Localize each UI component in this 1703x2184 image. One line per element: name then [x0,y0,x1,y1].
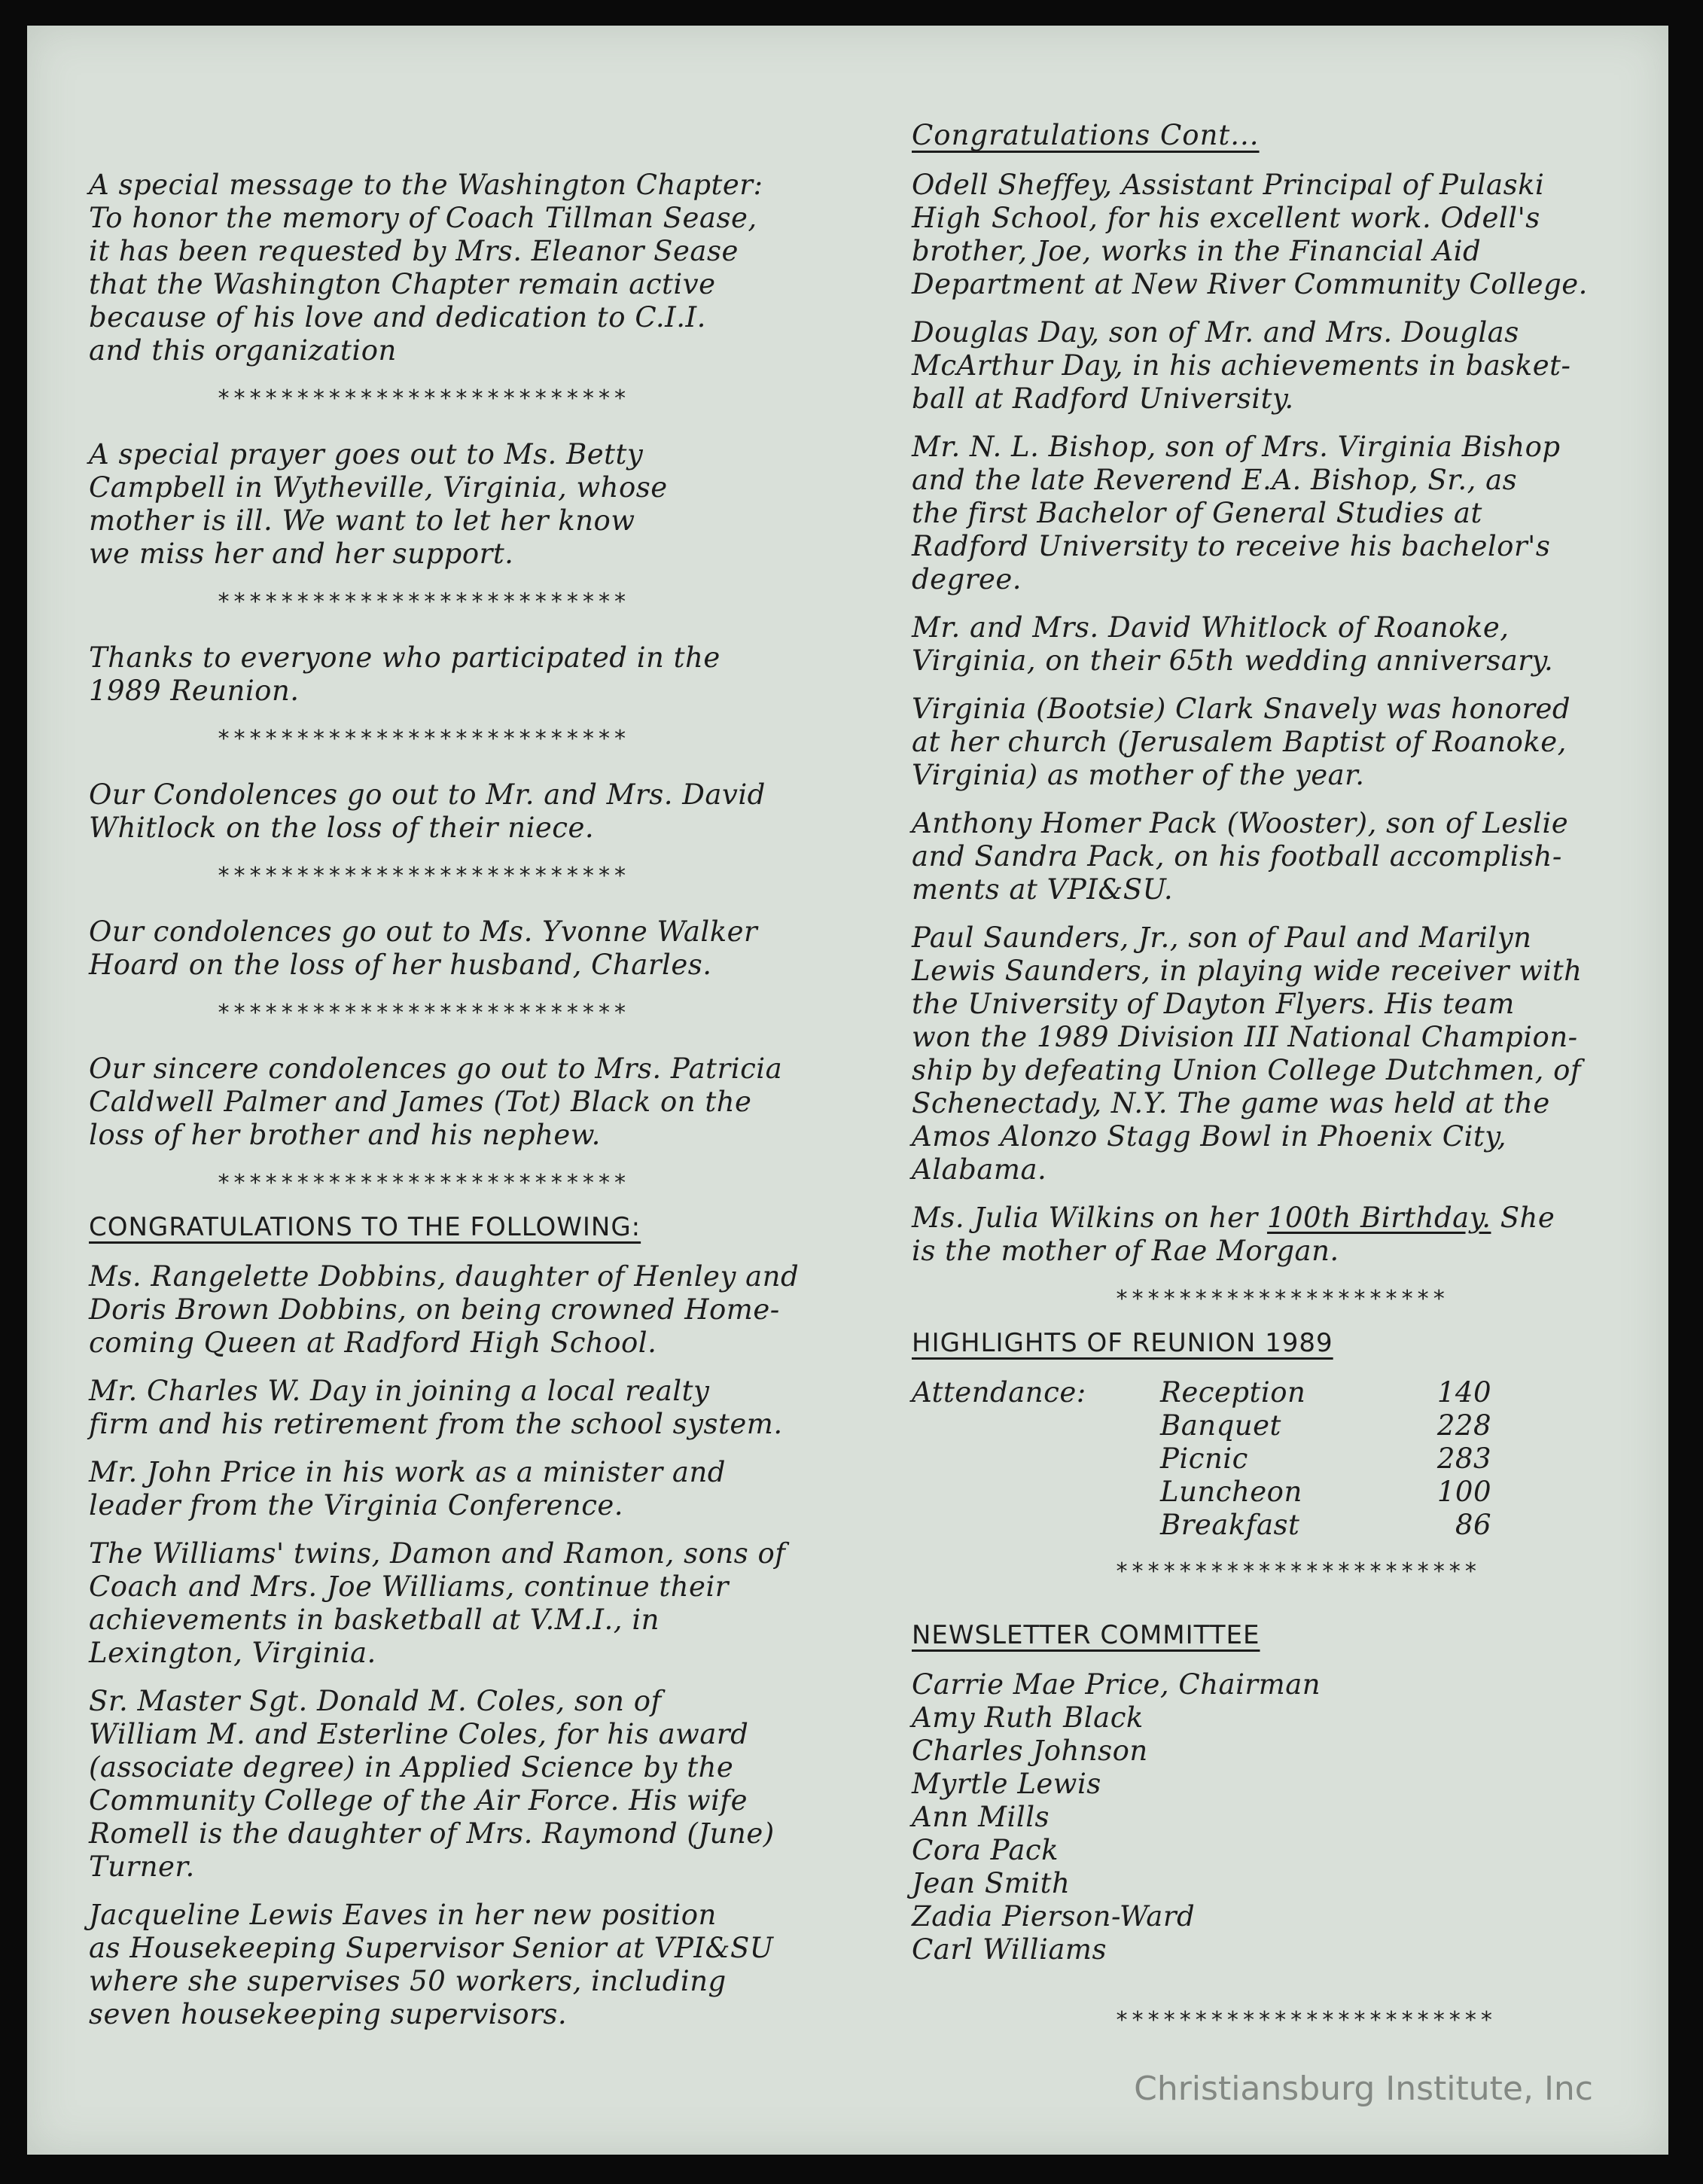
committee-member: Charles Johnson [912,1735,1148,1767]
congrats-snavely: Virginia (Bootsie) Clark Snavely was honored at her church (Jerusalem Baptist of Roanoke, Virginia) as mother of the year. [912,693,1571,791]
congrats-eaves: Jacqueline Lewis Eaves in her new position as Housekeeping Supervisor Senior at VPI&SU where she supervises 50 workers, including seven housekeeping supervisors. [89,1899,774,2030]
attendance-count: 283 [1436,1442,1491,1475]
congrats-wilkins [912,1202,1665,1268]
attendance-event: Picnic [1160,1442,1248,1475]
separator: ************************** [217,1170,629,1196]
attendance-event: Luncheon [1160,1476,1302,1508]
separator: *********************** [1115,1558,1480,1585]
left-column [89,169,891,2046]
separator: ********************* [1115,1286,1449,1312]
attendance-count: 140 [1436,1376,1491,1409]
condolence-whitlock: Our Condolences go out to Mr. and Mrs. David Whitlock on the loss of their niece. [89,778,766,844]
congrats-williams: The Williams' twins, Damon and Ramon, sons of Coach and Mrs. Joe Williams, continue their achievements in basketball at V.M.I., in Lexington, Virginia. [89,1537,786,1669]
wilkins-birthday: 100th Birthday. [1266,1202,1491,1234]
congrats-sheffey: Odell Sheffey, Assistant Principal of Pulaski High School, for his excellent work. Odell's brother, Joe, works in the Financial Aid Department at New River Community College. [912,169,1588,300]
congrats-bishop: Mr. N. L. Bishop, son of Mrs. Virginia Bishop and the late Reverend E.A. Bishop, Sr., as the first Bachelor of General Studies at Radford University to receive his bachelor's degree. [912,431,1561,595]
attendance-label: Attendance: [912,1376,1086,1409]
congrats-price: Mr. John Price in his work as a minister and leader from the Virginia Conference. [89,1456,726,1521]
congrats-dobbins: Ms. Rangelette Dobbins, daughter of Henley and Doris Brown Dobbins, on being crowned Home- coming Queen at Radford High School. [89,1260,800,1359]
committee-list [912,1668,1665,1966]
prayer-message: A special prayer goes out to Ms. Betty Campbell in Wytheville, Virginia, whose mother is ill. We want to let her know we miss her and her support. [89,438,668,570]
committee-member: Amy Ruth Black [912,1701,1144,1734]
highlights-heading: HIGHLIGHTS OF REUNION 1989 [912,1328,1333,1358]
attendance-table [912,1376,1665,1542]
committee-heading: NEWSLETTER COMMITTEE [912,1620,1260,1650]
attendance-count: 228 [1436,1409,1491,1442]
thanks-message: Thanks to everyone who participated in the 1989 Reunion. [89,641,720,707]
separator: ************************** [217,726,629,752]
separator: ************************** [217,1000,629,1026]
committee-member: Myrtle Lewis [912,1768,1101,1800]
separator: ************************** [217,863,629,889]
attendance-event: Reception [1160,1376,1306,1409]
committee-member: Carrie Mae Price, Chairman [912,1668,1321,1701]
right-column [912,114,1665,2037]
congrats-saunders: Paul Saunders, Jr., son of Paul and Marilyn Lewis Saunders, in playing wide receiver with the University of Dayton Flyers. His team won the 1989 Division III National Champion- ship by defeating Union College Dutchmen, of Schenectady, N.Y. The game was held at the Amos Alonzo Stagg Bowl in Phoenix City, Alabama. [912,921,1583,1186]
washington-chapter-message: A special message to the Washington Chapter: To honor the memory of Coach Tillman Sease, it has been requested by Mrs. Eleanor Sease that the Washington Chapter remain active because of his love and dedication to C.I.I. and this organization [89,169,763,367]
committee-member: Cora Pack [912,1834,1059,1866]
attendance-event: Breakfast [1160,1509,1300,1541]
condolence-palmer: Our sincere condolences go out to Mrs. Patricia Caldwell Palmer and James (Tot) Black on the loss of her brother and his nephew. [89,1052,783,1151]
committee-member: Ann Mills [912,1801,1050,1833]
committee-member: Zadia Pierson-Ward [912,1900,1196,1933]
condolence-hoard: Our condolences go out to Ms. Yvonne Walker Hoard on the loss of her husband, Charles. [89,915,758,981]
congrats-douglas-day: Douglas Day, son of Mr. and Mrs. Douglas McArthur Day, in his achievements in basket- ball at Radford University. [912,316,1571,415]
committee-member: Jean Smith [912,1867,1071,1899]
separator: ************************** [217,385,629,412]
newsletter-page [27,26,1668,2155]
separator: ************************ [1115,2007,1496,2033]
watermark: Christiansburg Institute, Inc [1134,2070,1593,2108]
congrats-whitlock: Mr. and Mrs. David Whitlock of Roanoke, Virginia, on their 65th wedding anniversary. [912,611,1554,677]
wilkins-text-a: Ms. Julia Wilkins on her [912,1202,1267,1234]
congrats-day: Mr. Charles W. Day in joining a local realty firm and his retirement from the school system. [89,1375,783,1440]
separator: ************************** [217,589,629,615]
congratulations-cont-heading: Congratulations Cont... [912,119,1260,151]
congrats-pack: Anthony Homer Pack (Wooster), son of Leslie and Sandra Pack, on his football accomplish- ments at VPI&SU. [912,807,1569,906]
congratulations-heading: CONGRATULATIONS TO THE FOLLOWING: [89,1212,641,1242]
wilkins-text-b: She is the mother of Rae Morgan. [912,1202,1555,1267]
committee-member: Carl Williams [912,1933,1107,1966]
attendance-count: 86 [1455,1509,1491,1541]
congrats-coles: Sr. Master Sgt. Donald M. Coles, son of William M. and Esterline Coles, for his award (associate degree) in Applied Science by the Community College of the Air Force. His wife Romell is the daughter of Mrs. Raymond (June) Turner. [89,1685,775,1883]
attendance-event: Banquet [1160,1409,1281,1442]
attendance-count: 100 [1436,1476,1491,1508]
